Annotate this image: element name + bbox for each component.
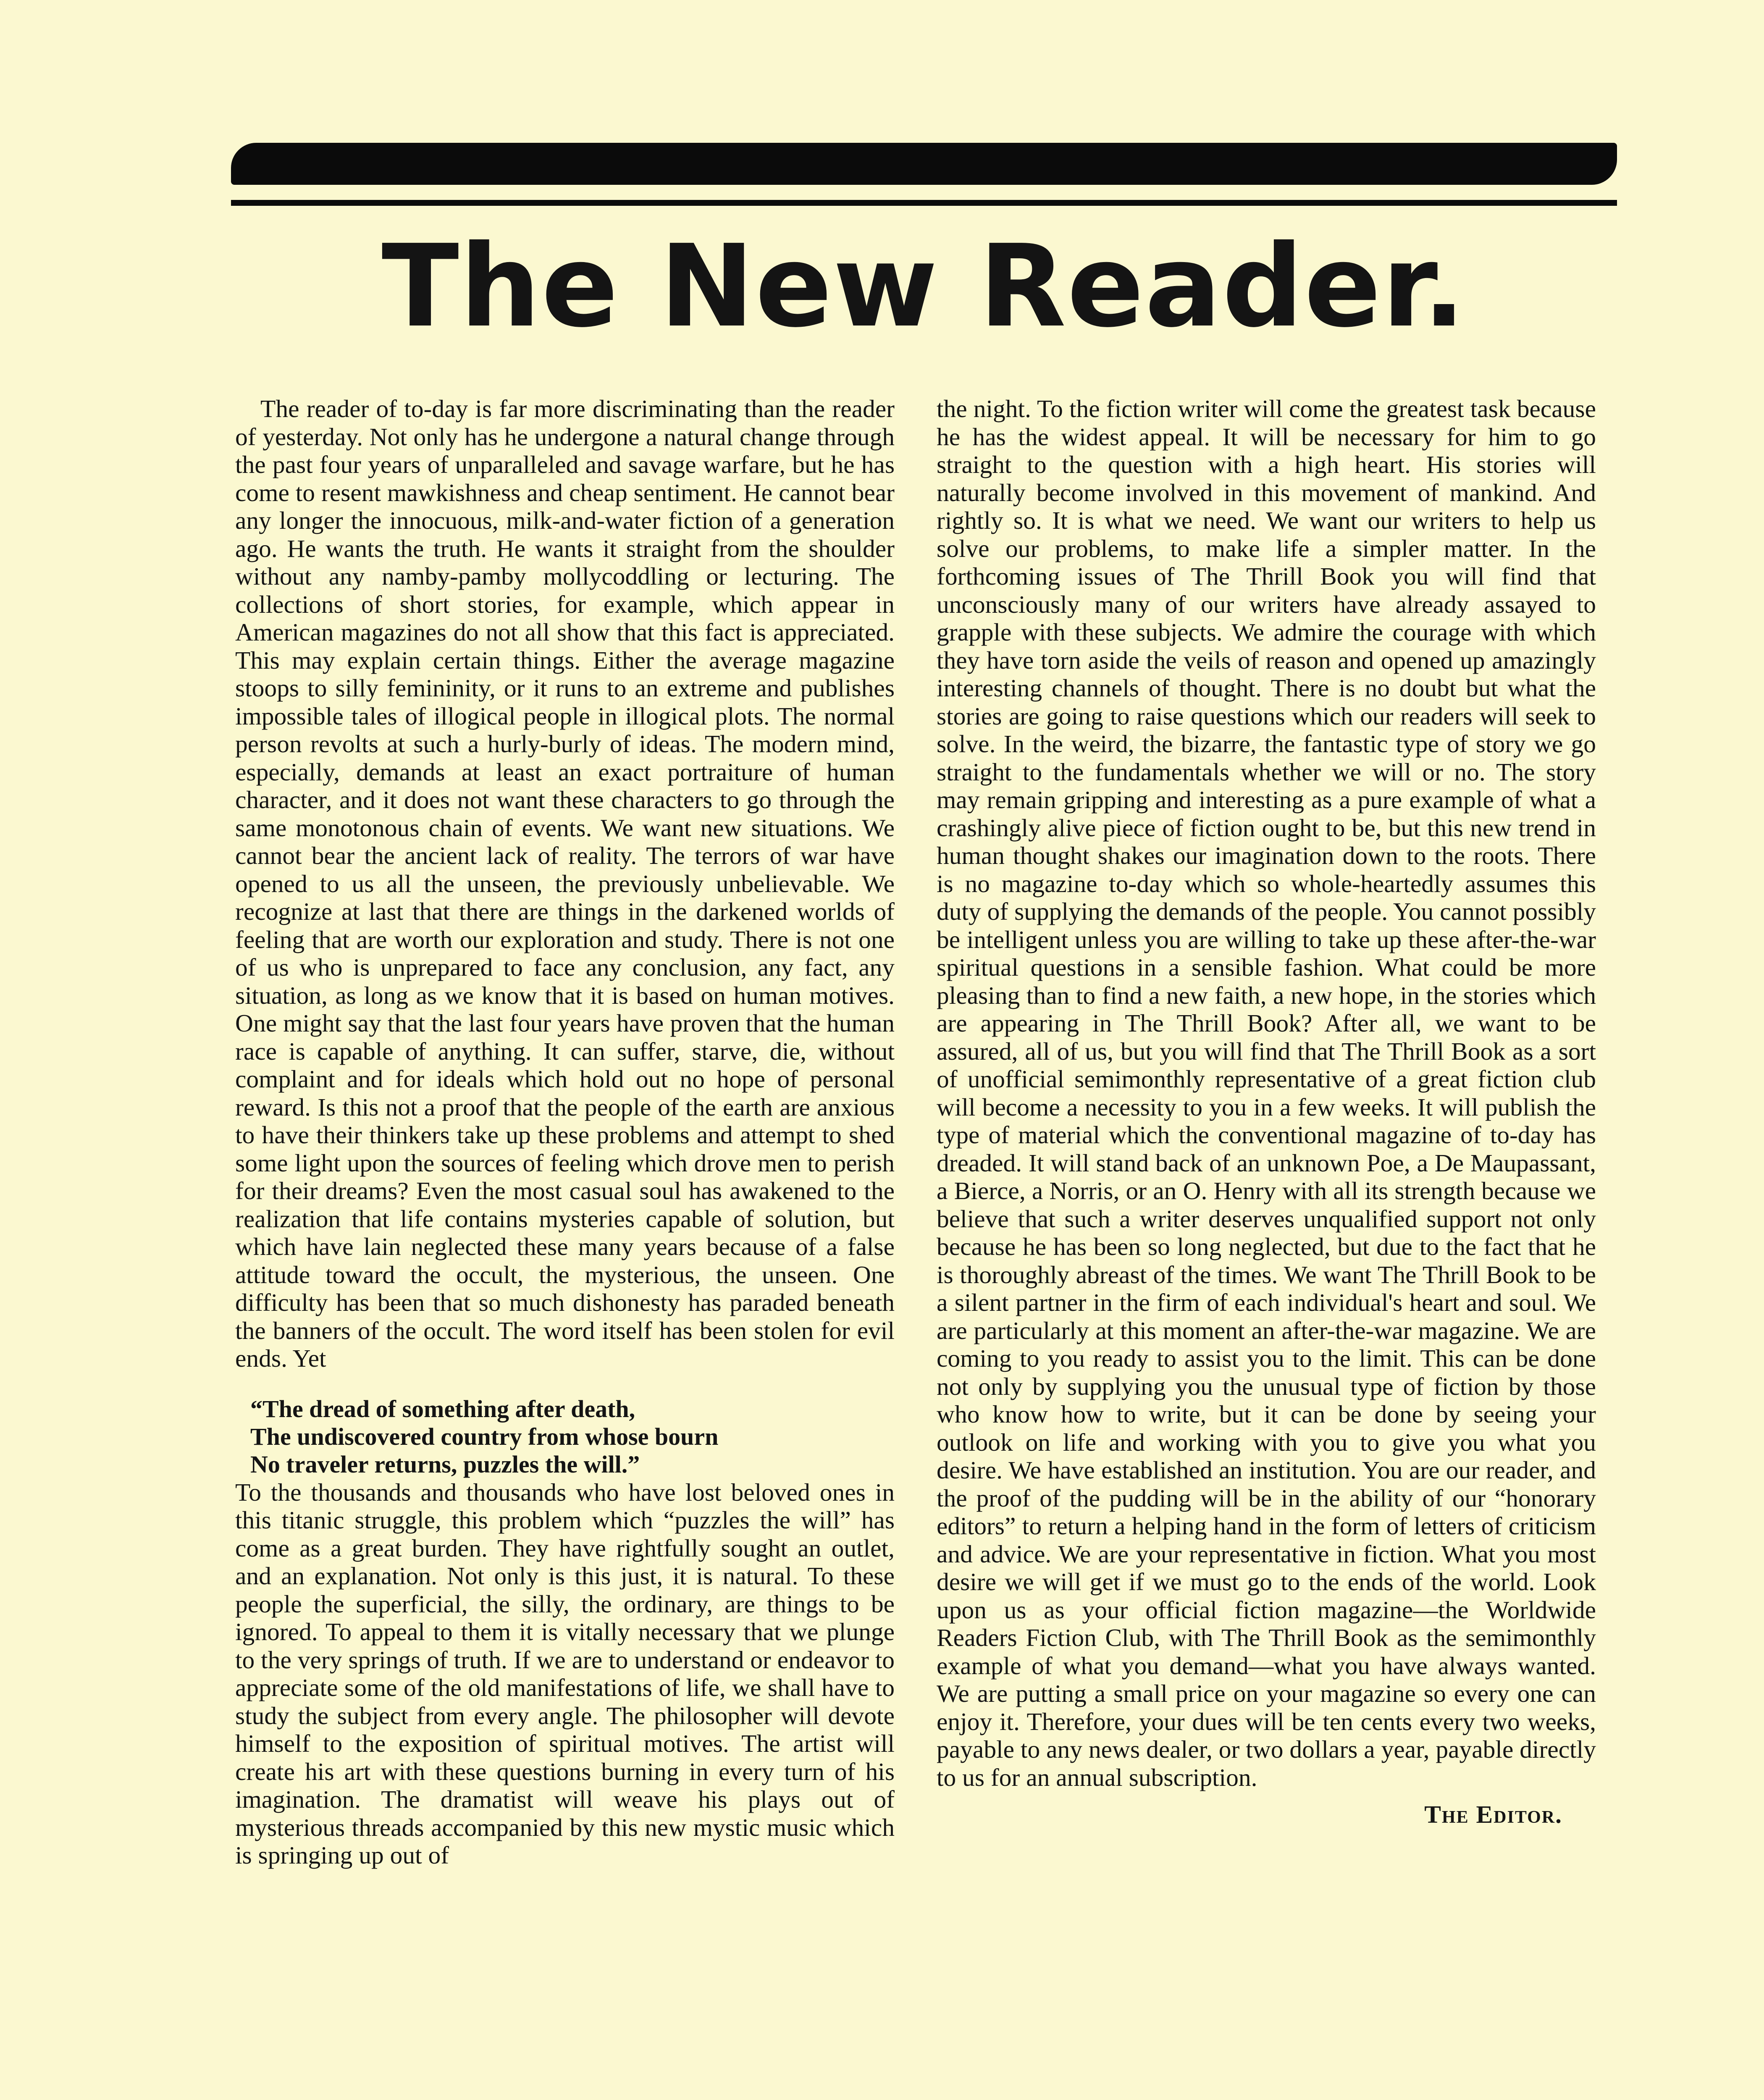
top-thin-rule — [231, 200, 1617, 206]
left-paragraph-2: To the thousands and thousands who have lost beloved ones in this titanic struggle, this problem which “puzzles the will” has come as a great burden. They have rightfully sought an outlet, and an explanation. Not only is this just, it is natural. To these people the superficial, the silly, the ordinary, are things to be ignored. To appeal to them it is vitally necessary that we plunge to the very springs of truth. If we are to understand or endeavor to appreciate some of the old manifestations of life, we shall have to study the subject from every angle. The philosopher will devote himself to the exposition of spiritual motives. The artist will create his art with these questions burning in every turn of his imagination. The dramatist will weave his plays out of mysterious threads accompanied by this new mystic music which is springing up out of — [235, 1478, 895, 1869]
top-decorative-rule — [231, 143, 1617, 185]
left-column — [235, 395, 895, 1869]
page-title: The New Reader. — [381, 220, 1467, 352]
left-paragraph-1: The reader of to-day is far more discriminating than the reader of yesterday. Not only has he undergone a natural change through the past four years of unparalleled and savage warfare, but he has come to resent mawkishness and cheap sentiment. He cannot bear any longer the innocuous, milk-and-water fiction of a generation ago. He wants the truth. He wants it straight from the shoulder without any namby-pamby mollycoddling or lecturing. The collections of short stories, for example, which appear in American magazines do not all show that this fact is appreciated. This may explain certain things. Either the average magazine stoops to silly femininity, or it runs to an extreme and publishes impossible tales of illogical people in illogical plots. The normal person revolts at such a hurly-burly of ideas. The modern mind, especially, demands at least an exact portraiture of human character, and it does not want these characters to go through the same monotonous chain of events. We want new situations. We cannot bear the ancient lack of reality. The terrors of war have opened to us all the unseen, the previously unbelievable. We recognize at last that there are things in the darkened worlds of feeling that are worth our exploration and study. There is not one of us who is unprepared to face any conclusion, any fact, any situation, as long as we know that it is based on human motives. One might say that the last four years have proven that the human race is capable of anything. It can suffer, starve, die, without complaint and for ideals which hold out no hope of personal reward. Is this not a proof that the people of the earth are anxious to have their thinkers take up these problems and attempt to shed some light upon the sources of feeling which drove men to perish for their dreams? Even the most casual soul has awakened to the realization that life contains mysteries capable of solution, but which have lain neglected these many years because of a false attitude toward the occult, the mysterious, the unseen. One difficulty has been that so much dishonesty has paraded beneath the banners of the occult. The word itself has been stolen for evil ends. Yet — [235, 395, 895, 1372]
quote-line-1: “The dread of something after death, — [250, 1395, 635, 1423]
quote-line-2: The undiscovered country from whose bourn — [250, 1423, 719, 1450]
right-column — [937, 395, 1596, 1829]
editor-signature: The Editor. — [1424, 1801, 1562, 1828]
shakespeare-quote — [235, 1395, 895, 1478]
right-paragraph-1: the night. To the fiction writer will come the greatest task because he has the widest appeal. It will be necessary for him to go straight to the question with a high heart. His stories will naturally become involved in this movement of mankind. And rightly so. It is what we need. We want our writers to help us solve our problems, to make life a simpler matter. In the forthcoming issues of The Thrill Book you will find that unconsciously many of our writers have already assayed to grapple with these subjects. We admire the courage with which they have torn aside the veils of reason and opened up amazingly interesting channels of thought. There is no doubt but what the stories are going to raise questions which our readers will seek to solve. In the weird, the bizarre, the fantastic type of story we go straight to the fundamentals whether we will or no. The story may remain gripping and interesting as a pure example of what a crashingly alive piece of fiction ought to be, but this new trend in human thought shakes our imagination down to the roots. There is no magazine to-day which so whole-heartedly assumes this duty of supplying the demands of the people. You cannot possibly be intelligent unless you are willing to take up these after-the-war spiritual questions in a sensible fashion. What could be more pleasing than to find a new faith, a new hope, in the stories which are appearing in The Thrill Book? After all, we want to be assured, all of us, but you will find that The Thrill Book as a sort of unofficial semimonthly representative of a great fiction club will become a necessity to you in a few weeks. It will publish the type of material which the conventional magazine of to-day has dreaded. It will stand back of an unknown Poe, a De Maupassant, a Bierce, a Norris, or an O. Henry with all its strength because we believe that such a writer deserves unqualified support not only because he has been so long neglected, but due to the fact that he is thoroughly abreast of the times. We want The Thrill Book to be a silent partner in the firm of each individual's heart and soul. We are particularly at this moment an after-the-war magazine. We are coming to you ready to assist you to the limit. This can be done not only by supplying you the unusual type of fiction by those who know how to write, but it can be done by seeing your outlook on life and working with you to give you what you desire. We have established an institution. You are our reader, and the proof of the pudding will be in the ability of our “honorary editors” to return a helping hand in the form of letters of criticism and advice. We are your representative in fiction. What you most desire we will get if we must go to the ends of the world. Look upon us as your official fiction magazine—the Worldwide Readers Fiction Club, with The Thrill Book as the semimonthly example of what you demand—what you have always wanted. We are putting a small price on your magazine so every one can enjoy it. Therefore, your dues will be ten cents every two weeks, payable to any news dealer, or two dollars a year, payable directly to us for an annual subscription. — [937, 395, 1596, 1791]
quote-line-3: No traveler returns, puzzles the will.” — [250, 1450, 640, 1478]
